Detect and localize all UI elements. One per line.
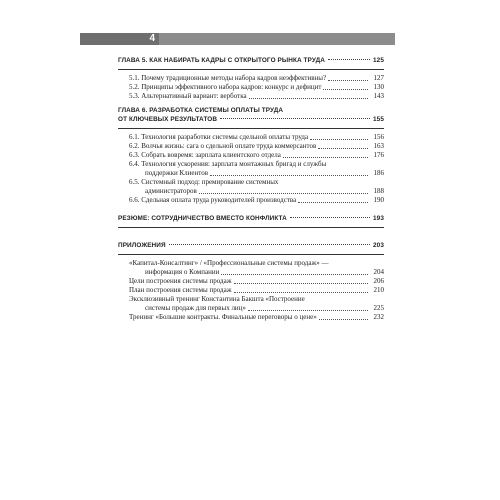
toc-entry: 6.5. Системный подход: премирование системных администраторов 188 bbox=[129, 178, 384, 195]
toc-entry: Эксклюзивный тренинг Константина Бакшта «Построение системы продаж для первых лиц» 225 bbox=[129, 295, 384, 312]
toc-entry: 5.2. Принципы эффективного набора кадров: конкурс и дефицит 130 bbox=[129, 83, 384, 91]
table-of-contents bbox=[118, 56, 384, 322]
page-number: 4 bbox=[80, 33, 159, 45]
toc-entry: 5.1. Почему традиционные методы набора кадров неэффективны? 127 bbox=[129, 74, 384, 82]
toc-entry: «Капитал-Консалтинг» / «Профессиональные системы продаж» — информация о Компании 204 bbox=[129, 259, 384, 276]
toc-entry: План построения системы продаж 210 bbox=[129, 286, 384, 294]
toc-entry: Тренинг «Большие контракты. Финальные переговоры о цене» 232 bbox=[129, 313, 384, 321]
toc-entry: 6.1. Технология разработки системы сдельной оплаты труда 156 bbox=[129, 133, 384, 141]
chapter-divider bbox=[118, 69, 384, 70]
chapter-divider bbox=[118, 227, 384, 228]
summary-heading: РЕЗЮМЕ: СОТРУДНИЧЕСТВО ВМЕСТО КОНФЛИКТА 193 bbox=[118, 215, 384, 222]
appendix-heading: ПРИЛОЖЕНИЯ 203 bbox=[118, 242, 384, 249]
chapter-divider bbox=[118, 128, 384, 129]
toc-entry: 6.4. Технология ускорения: зарплата монтажных бригад и службы поддержки Клиентов 186 bbox=[129, 160, 384, 177]
chapter-divider bbox=[118, 254, 384, 255]
chapter-6-heading: ГЛАВА 6. РАЗРАБОТКА СИСТЕМЫ ОПЛАТЫ ТРУДА ОТ КЛЮЧЕВЫХ РЕЗУЛЬТАТОВ 155 bbox=[118, 107, 384, 123]
toc-entry: 5.3. Альтернативный вариант: верботка 143 bbox=[129, 92, 384, 100]
toc-entry: 6.6. Сдельная оплата труда руководителей производства 190 bbox=[129, 196, 384, 204]
toc-entry: 6.3. Собрать вовремя: зарплата клиентского отдела 176 bbox=[129, 151, 384, 159]
toc-entry: Цели построения системы продаж 206 bbox=[129, 277, 384, 285]
chapter-5-heading: ГЛАВА 5. КАК НАБИРАТЬ КАДРЫ С ОТКРЫТОГО РЫНКА ТРУДА 125 bbox=[118, 57, 384, 64]
toc-entry: 6.2. Волчья жизнь: сага о сдельной оплате труда коммерсантов 163 bbox=[129, 142, 384, 150]
